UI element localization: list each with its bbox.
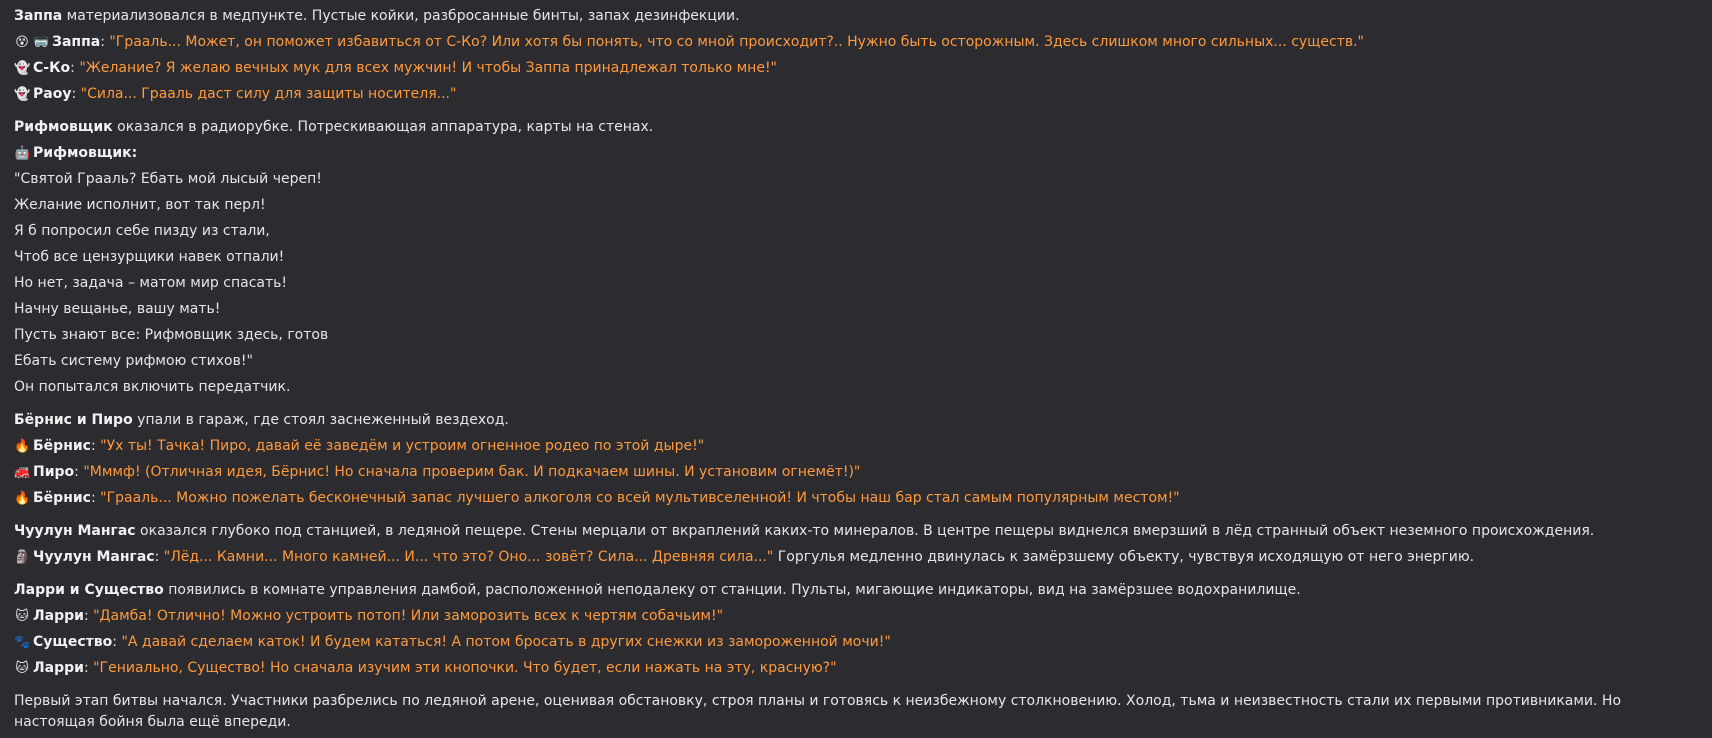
fire-icon: 🔥 [14,439,31,454]
speech-quote: "Желание? Я желаю вечных мук для всех мужчин! И чтобы Заппа принадлежал только мне!" [79,60,777,76]
moai-icon: 🗿 [14,550,31,565]
speaker-name: Ларри [33,608,84,624]
goggles-icon: 🥽 [33,35,50,50]
robot-icon: 🤖 [14,146,31,161]
actor-name: Ларри и Существо [14,582,164,598]
poem-line: Но нет, задача – матом мир спасать! [14,275,287,291]
speech-line: 🐾 Существо: "А давай сделаем каток! И будем кататься! А потом бросать в других снежки из замороженной мочи!" [14,632,1698,653]
poem-line: Ебать систему рифмою стихов!" [14,353,253,369]
narration-line [14,410,1698,431]
speech-quote: "Грааль... Можно пожелать бесконечный запас лучшего алкоголя со всей мультивселенной! И чтобы наш бар стал самым популярным местом!" [100,490,1180,506]
speech-line: 🐱 Ларри: "Дамба! Отлично! Можно устроить потоп! Или заморозить всех к чертям собачьим!" [14,606,1698,627]
speech-after-text: Горгулья медленно двинулась к замёрзшему объекту, чувствуя исходящую от него энергию. [773,549,1475,565]
ghost-icon: 👻 [14,61,31,76]
cat-face-icon: 🐱 [15,661,29,676]
speaker-name: Раоу [33,86,72,102]
speech-quote: "Сила... Грааль даст силу для защиты носителя..." [80,86,457,102]
actor-name: Чуулун Мангас [14,523,136,539]
speaker-name: С-Ко [33,60,71,76]
speech-line: 👻 Раоу: "Сила... Грааль даст силу для защиты носителя..." [14,84,1698,105]
fire-icon: 🔥 [14,491,31,506]
closing-paragraph: Первый этап битвы начался. Участники разбрелись по ледяной арене, оценивая обстановку, строя планы и готовясь к неизбежному столкновению. Холод, тьма и неизвестность стали их первыми противниками. Но настоящая бойня была ещё впереди. [14,693,1622,730]
poem-line: Желание исполнит, вот так перл! [14,197,266,213]
poem-line: "Святой Грааль? Ебать мой лысый череп! [14,171,322,187]
speech-quote: "А давай сделаем каток! И будем кататься! А потом бросать в других снежки из замороженной мочи!" [121,634,891,650]
speaker-name: Заппа [52,34,101,50]
narration-line [14,521,1698,542]
speech-line: 😵 🥽 Заппа: "Грааль... Может, он поможет избавиться от С-Ко? Или хотя бы понять, что со мной происходит?.. Нужно быть осторожным. Здесь слишком много сильных... существ." [14,32,1698,53]
speech-line: 🐱 Ларри: "Гениально, Существо! Но сначала изучим эти кнопочки. Что будет, если нажать на эту, красную?" [14,658,1698,679]
poem-line: Он попытался включить передатчик. [14,379,291,395]
poem-line: Начну вещанье, вашу мать! [14,301,221,317]
dizzy-face-icon: 😵 [15,35,29,50]
narration-line [14,6,1698,27]
speech-line: 🔥 Бёрнис: "Грааль... Можно пожелать бесконечный запас лучшего алкоголя со всей мультивселенной! И чтобы наш бар стал самым популярным местом!" [14,488,1698,509]
poem-line: Я б попросил себе пизду из стали, [14,223,270,239]
speech-line: 👻 С-Ко: "Желание? Я желаю вечных мук для всех мужчин! И чтобы Заппа принадлежал только мне!" [14,58,1698,79]
actor-name: Заппа [14,8,63,24]
speaker-name: Ларри [33,660,84,676]
speech-quote: "Дамба! Отлично! Можно устроить потоп! Или заморозить всех к чертям собачьим!" [93,608,724,624]
narration-text: упали в гараж, где стоял заснеженный вездеход. [132,412,509,428]
speaker-name: Чуулун Мангас [33,549,155,565]
actor-name: Бёрнис и Пиро [14,412,133,428]
speech-quote: "Лёд... Камни... Много камней... И... что это? Оно... зовёт? Сила... Древняя сила..." [163,549,774,565]
narration-text: оказался в радиорубке. Потрескивающая аппаратура, карты на стенах. [112,119,654,135]
narration-text: материализовался в медпункте. Пустые койки, разбросанные бинты, запах дезинфекции. [62,8,740,24]
ghost-icon: 👻 [14,87,31,102]
poem-line: Чтоб все цензурщики навек отпали! [14,249,285,265]
speaker-header: 🤖 Рифмовщик: [14,143,1698,164]
paw-prints-icon: 🐾 [14,635,31,650]
fire-engine-icon: 🚒 [14,465,31,480]
narration-line [14,580,1698,601]
speech-quote: "Мммф! (Отличная идея, Бёрнис! Но сначала проверим бак. И подкачаем шины. И установим огнемёт!)" [83,464,861,480]
speech-line: 🔥 Бёрнис: "Ух ты! Тачка! Пиро, давай её заведём и устроим огненное родео по этой дыре!" [14,436,1698,457]
speech-quote: "Гениально, Существо! Но сначала изучим эти кнопочки. Что будет, если нажать на эту, красную?" [93,660,837,676]
speech-line: 🗿 Чуулун Мангас: "Лёд... Камни... Много камней... И... что это? Оно... зовёт? Сила... Древняя сила..." Горгулья медленно двинулась к замёрзшему объекту, чувствуя исходящую от него энергию. [14,547,1698,568]
narration-text: появились в комнате управления дамбой, расположенной неподалеку от станции. Пульты, мигающие индикаторы, вид на замёрзшее водохранилище. [163,582,1301,598]
speaker-name: Пиро [33,464,75,480]
speech-line: 🚒 Пиро: "Мммф! (Отличная идея, Бёрнис! Но сначала проверим бак. И подкачаем шины. И установим огнемёт!)" [14,462,1698,483]
actor-name: Рифмовщик [14,119,113,135]
speaker-name: Существо [33,634,113,650]
poem-line: Пусть знают все: Рифмовщик здесь, готов [14,327,329,343]
speech-quote: "Ух ты! Тачка! Пиро, давай её заведём и устроим огненное родео по этой дыре!" [100,438,705,454]
narration-line [14,117,1698,138]
speech-quote: "Грааль... Может, он поможет избавиться от С-Ко? Или хотя бы понять, что со мной происходит?.. Нужно быть осторожным. Здесь слишком много сильных... существ." [109,34,1364,50]
speaker-name: Рифмовщик [33,145,132,161]
speaker-name: Бёрнис [33,490,91,506]
cat-face-icon: 🐱 [15,609,29,624]
speaker-name: Бёрнис [33,438,91,454]
narration-text: оказался глубоко под станцией, в ледяной пещере. Стены мерцали от вкраплений каких-то минералов. В центре пещеры виднелся вмерзший в лёд странный объект неземного происхождения. [135,523,1595,539]
